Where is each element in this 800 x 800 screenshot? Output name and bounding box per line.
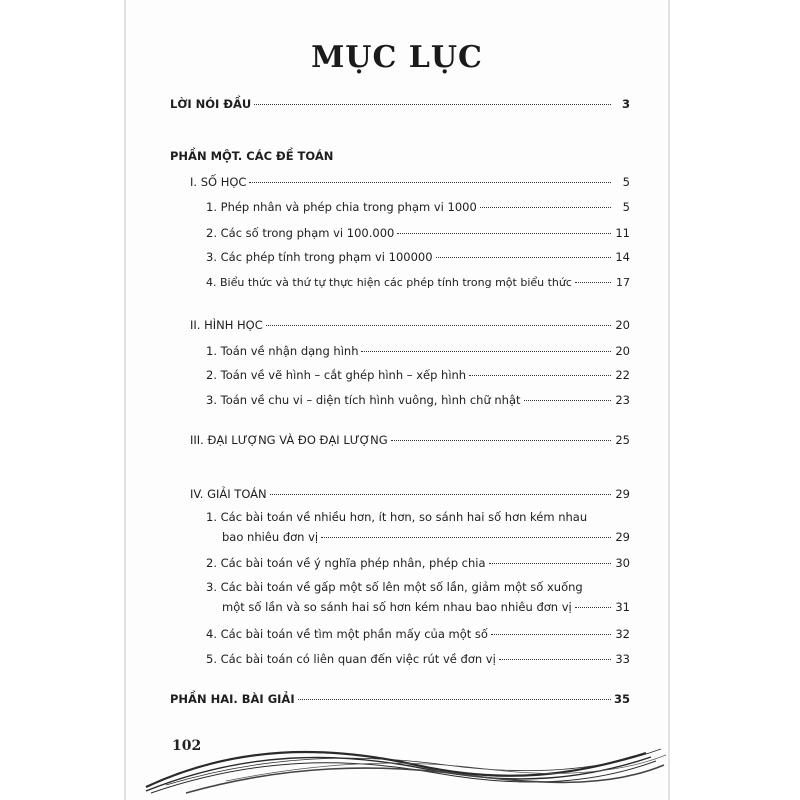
toc-section-arithmetic xyxy=(190,175,630,189)
wave-decoration xyxy=(126,735,668,795)
toc-page: 32 xyxy=(615,627,630,641)
toc-page: 23 xyxy=(615,393,630,407)
toc-page: 5 xyxy=(622,200,630,214)
toc-item xyxy=(206,250,630,264)
toc-label: 4. Các bài toán về tìm một phần mấy của một số xyxy=(206,627,488,641)
toc-label: I. SỐ HỌC xyxy=(190,175,247,189)
toc-label: II. HÌNH HỌC xyxy=(190,318,263,332)
dot-leader xyxy=(575,606,611,608)
dot-leader xyxy=(298,698,611,700)
dot-leader xyxy=(266,324,611,326)
toc-page: 5 xyxy=(622,175,630,189)
toc-page: 31 xyxy=(615,600,630,614)
toc-label: 1. Phép nhân và phép chia trong phạm vi 1000 xyxy=(206,200,477,214)
toc-label: 4. Biểu thức và thứ tự thực hiện các phép tính trong một biểu thức xyxy=(206,276,572,289)
dot-leader xyxy=(491,633,611,635)
dot-leader xyxy=(321,536,611,538)
toc-item xyxy=(206,556,630,570)
toc-label: 1. Toán về nhận dạng hình xyxy=(206,344,359,358)
page-number: 102 xyxy=(172,738,202,754)
toc-label: 5. Các bài toán có liên quan đến việc rút về đơn vị xyxy=(206,652,496,666)
toc-page: 30 xyxy=(615,556,630,570)
toc-page: 17 xyxy=(616,276,630,289)
toc-label: PHẦN HAI. BÀI GIẢI xyxy=(170,692,295,706)
toc-item xyxy=(206,200,630,214)
toc-part-one-heading: PHẦN MỘT. CÁC ĐỀ TOÁN xyxy=(170,149,334,163)
toc-page: 11 xyxy=(615,226,630,240)
page-title: MỤC LỤC xyxy=(311,40,483,75)
toc-item-line1: 3. Các bài toán về gấp một số lên một số lần, giảm một số xuống xyxy=(206,580,583,594)
toc-label: bao nhiêu đơn vị xyxy=(222,530,319,544)
dot-leader xyxy=(361,350,611,352)
toc-page: 35 xyxy=(614,692,631,706)
dot-leader xyxy=(499,658,611,660)
dot-leader xyxy=(575,281,611,283)
dot-leader xyxy=(469,374,611,376)
toc-label: 3. Toán về chu vi – diện tích hình vuông, hình chữ nhật xyxy=(206,393,521,407)
toc-page: 33 xyxy=(615,652,630,666)
dot-leader xyxy=(397,232,611,234)
dot-leader xyxy=(254,103,611,105)
toc-item-line2 xyxy=(222,530,630,544)
toc-entry-preface xyxy=(170,97,630,111)
toc-item xyxy=(206,393,630,407)
toc-page: 3 xyxy=(621,97,630,111)
toc-page: 29 xyxy=(615,530,630,544)
toc-page: 20 xyxy=(615,318,630,332)
toc-item xyxy=(206,368,630,382)
toc-page: 22 xyxy=(615,368,630,382)
toc-page: 25 xyxy=(615,433,630,447)
toc-label: 3. Các phép tính trong phạm vi 100000 xyxy=(206,250,433,264)
toc-item-line2 xyxy=(222,600,630,614)
toc-label: LỜI NÓI ĐẦU xyxy=(170,97,252,111)
toc-item-line1: 1. Các bài toán về nhiều hơn, ít hơn, so sánh hai số hơn kém nhau xyxy=(206,510,588,524)
toc-label: 2. Các bài toán về ý nghĩa phép nhân, phép chia xyxy=(206,556,486,570)
dot-leader xyxy=(270,493,611,495)
toc-page: 20 xyxy=(615,344,630,358)
toc-section-geometry xyxy=(190,318,630,332)
dot-leader xyxy=(480,206,611,208)
toc-item xyxy=(206,627,630,641)
toc-label: một số lần và so sánh hai số hơn kém nhau bao nhiêu đơn vị xyxy=(222,600,572,614)
dot-leader xyxy=(436,256,611,258)
dot-leader xyxy=(249,181,611,183)
toc-section-problem-solving xyxy=(190,487,630,501)
dot-leader xyxy=(489,562,611,564)
toc-item xyxy=(206,226,630,240)
toc-label: 2. Toán về vẽ hình – cắt ghép hình – xếp hình xyxy=(206,368,467,382)
toc-label: 2. Các số trong phạm vi 100.000 xyxy=(206,226,395,240)
toc-label: III. ĐẠI LƯỢNG VÀ ĐO ĐẠI LƯỢNG xyxy=(190,433,388,447)
toc-label: IV. GIẢI TOÁN xyxy=(190,487,267,501)
toc-part-two xyxy=(170,692,630,706)
dot-leader xyxy=(391,439,611,441)
toc-page: 29 xyxy=(615,487,630,501)
dot-leader xyxy=(524,399,611,401)
toc-item xyxy=(206,276,630,289)
toc-item xyxy=(206,652,630,666)
toc-section-quantities xyxy=(190,433,630,447)
toc-page: 14 xyxy=(615,250,630,264)
toc-item xyxy=(206,344,630,358)
